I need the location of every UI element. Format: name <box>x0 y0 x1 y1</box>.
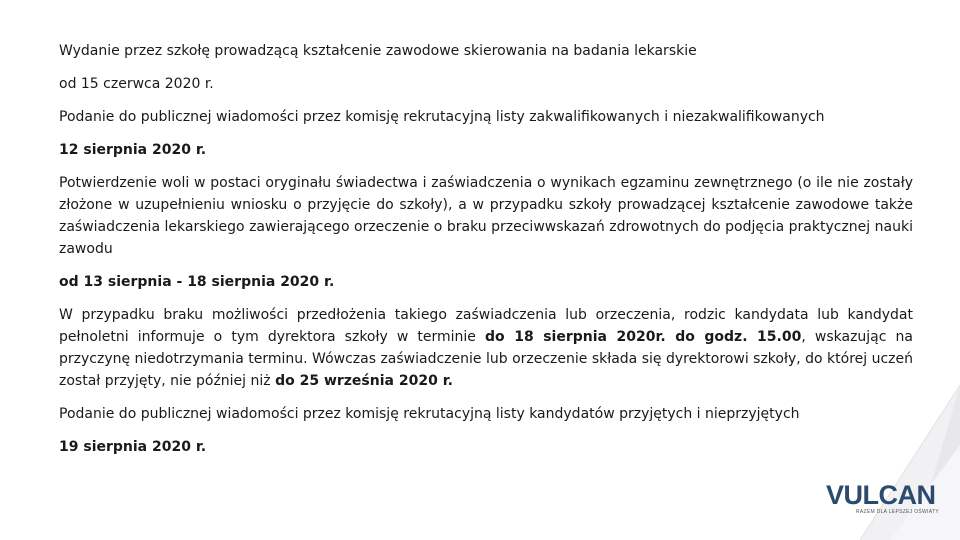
item2-date: 12 sierpnia 2020 r. <box>59 142 207 158</box>
logo-wordmark: VULCAN <box>826 480 936 510</box>
item3-date: od 13 sierpnia - 18 sierpnia 2020 r. <box>59 274 335 290</box>
item4-final-deadline: do 25 września 2020 r. <box>275 373 453 389</box>
vulcan-logo <box>826 480 939 520</box>
item4-description <box>59 304 913 392</box>
item5-description: Podanie do publicznej wiadomości przez komisję rekrutacyjną listy kandydatów przyjętych i nieprzyjętych <box>59 406 800 422</box>
item1-date: od 15 czerwca 2020 r. <box>59 76 214 92</box>
item4-text-part2: , wskazując na przyczynę niedotrzymania terminu. Wówczas zaświadczenie lub orzeczenie składa się dyrektorowi szkoły, do której uczeń został przyjęty, nie później niż <box>59 329 914 389</box>
item2-description: Podanie do publicznej wiadomości przez komisję rekrutacyjną listy zakwalifikowanych i niezakwalifikowanych <box>59 109 825 125</box>
schedule-content <box>59 40 913 469</box>
item4-text-part1: W przypadku braku możliwości przedłożenia takiego zaświadczenia lub orzeczenia, rodzic kandydata lub kandydat pełnoletni informuje o tym dyrektora szkoły w terminie <box>59 307 913 345</box>
logo-tagline: RAZEM DLA LEPSZEJ OŚWIATY <box>856 509 939 515</box>
item5-date: 19 sierpnia 2020 r. <box>59 439 207 455</box>
item4-deadline-hour: do 18 sierpnia 2020r. do godz. 15.00 <box>485 329 802 345</box>
item1-description: Wydanie przez szkołę prowadzącą kształcenie zawodowe skierowania na badania lekarskie <box>59 43 697 59</box>
item3-description: Potwierdzenie woli w postaci oryginału świadectwa i zaświadczenia o wynikach egzaminu zewnętrznego (o ile nie zostały złożone w uzupełnieniu wniosku o przyjęcie do szkoły), a w przypadku szkoły prowadzącej kształcenie zawodowe także zaświadczenia lekarskiego zawierającego orzeczenie o braku przeciwwskazań zdrowotnych do podjęcia praktycznej nauki zawodu <box>59 175 913 257</box>
